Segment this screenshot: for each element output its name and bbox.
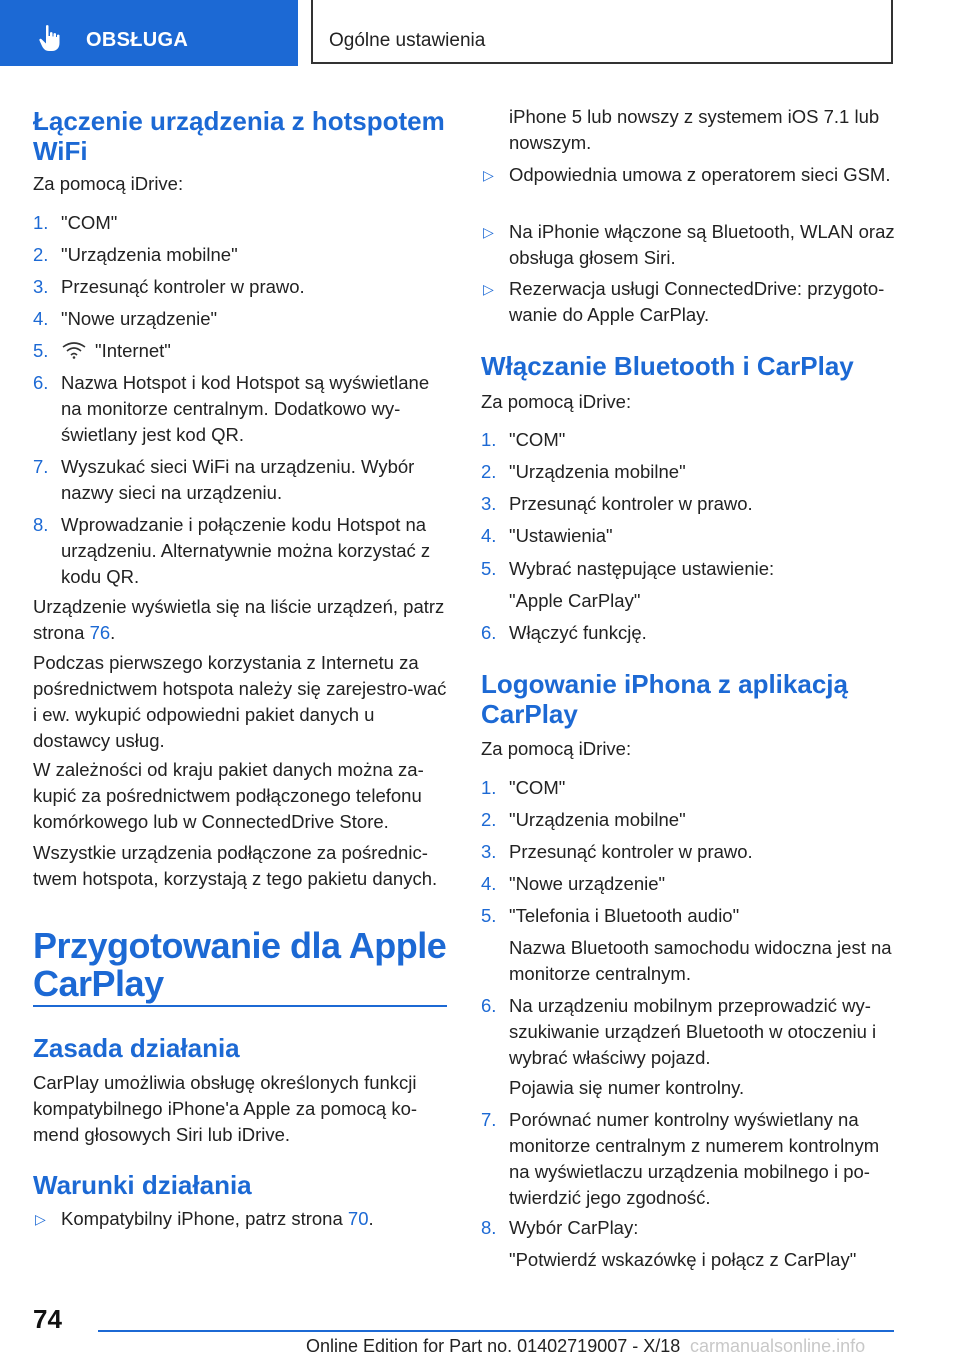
step-text: "Urządzenia mobilne" (509, 461, 686, 482)
step-text: Wybrać następujące ustawienie: (509, 558, 775, 579)
bullet-text: Odpowiednia umowa z operatorem sieci GSM. (509, 164, 891, 185)
list-item (481, 993, 901, 1071)
list-item (33, 370, 449, 448)
step-text-with-icon (61, 338, 171, 364)
list-item (481, 871, 901, 897)
step-text: "Ustawienia" (509, 525, 613, 546)
bullet-text: Na iPhonie włączone są Bluetooth, WLAN oraz obsługa głosem Siri. (509, 221, 895, 268)
step-number: 3. (33, 276, 49, 297)
step-text: Wybór CarPlay: (509, 1217, 639, 1238)
step-number: 5. (481, 905, 497, 926)
chapter-heading: Przygotowanie dla Apple CarPlay (33, 925, 447, 1004)
watermark: carmanualsonline.info (690, 1336, 866, 1356)
step-number: 2. (481, 461, 497, 482)
step-number: 7. (481, 1109, 497, 1130)
list-item (33, 512, 449, 590)
step-number: 1. (481, 429, 497, 450)
page-number: 74 (33, 1304, 62, 1334)
list-item (481, 620, 901, 646)
edition-text: Online Edition for Part no. 01402719007 - X/18 (306, 1336, 681, 1356)
step-text: "Urządzenia mobilne" (61, 244, 238, 265)
step-subtext: Nazwa Bluetooth samochodu widoczna jest na monitorze centralnym. (509, 937, 892, 984)
list-item (481, 839, 901, 865)
step-number: 7. (33, 456, 49, 477)
paragraph: Wszystkie urządzenia podłączone za pośrednic-twem hotspota, korzystają z tego pakietu danych. (33, 842, 438, 889)
footer-rule (98, 1330, 894, 1332)
list-item (33, 274, 449, 300)
step-text: Wprowadzanie i połączenie kodu Hotspot na urządzeniu. Alternatywnie można korzystać z kodu QR. (61, 514, 431, 587)
step-text: Wyszukać sieci WiFi na urządzeniu. Wybór nazwy sieci na urządzeniu. (61, 456, 415, 503)
step-number: 6. (481, 622, 497, 643)
step-text: Nazwa Hotspot i kod Hotspot są wyświetlane na monitorze centralnym. Dodatkowo wy-świetlany jest kod QR. (61, 372, 430, 445)
step-text: Włączyć funkcję. (509, 622, 647, 643)
list-item (481, 556, 901, 582)
bt-heading: Włączanie Bluetooth i CarPlay (481, 351, 854, 381)
list-item (481, 1215, 901, 1241)
page-link[interactable]: 70 (347, 1208, 369, 1229)
chapter-tab (311, 0, 893, 64)
list-item (33, 454, 449, 506)
step-text: "COM" (509, 429, 566, 450)
paragraph: Urządzenie wyświetla się na liście urządzeń, patrz strona 76. (33, 596, 445, 643)
step-number: 8. (33, 514, 49, 535)
list-item (481, 491, 901, 517)
step-subtext: "Apple CarPlay" (509, 590, 641, 611)
page-link[interactable]: 76 (89, 622, 111, 643)
bullet-continuation: iPhone 5 lub nowszy z systemem iOS 7.1 lub nowszym. (509, 106, 880, 153)
hotspot-heading: Łączenie urządzenia z hotspotem WiFi (33, 106, 445, 166)
step-number: 3. (481, 841, 497, 862)
step-text: "Urządzenia mobilne" (509, 809, 686, 830)
list-item (481, 903, 901, 929)
wifi-icon (61, 341, 87, 359)
step-text: "Internet" (95, 340, 171, 361)
paragraph: CarPlay umożliwia obsługę określonych funkcji kompatybilnego iPhone'a Apple za pomocą ko-mend głosowych Siri lub iDrive. (33, 1072, 418, 1145)
step-number: 1. (481, 777, 497, 798)
list-item (33, 306, 449, 332)
list-item (481, 276, 901, 328)
list-item (481, 459, 901, 485)
step-number: 4. (481, 525, 497, 546)
list-item (481, 219, 901, 271)
hotspot-intro: Za pomocą iDrive: (33, 173, 184, 194)
login-intro: Za pomocą iDrive: (481, 738, 632, 759)
bullet-text: Rezerwacja usługi ConnectedDrive: przygoto-wanie do Apple CarPlay. (509, 278, 885, 325)
paragraph-text: Urządzenie wyświetla się na liście urządzeń, patrz strona (33, 596, 445, 643)
step-subtext: "Potwierdź wskazówkę i połącz z CarPlay" (509, 1249, 857, 1270)
step-text: "Telefonia i Bluetooth audio" (509, 905, 740, 926)
step-number: 2. (481, 809, 497, 830)
list-item (481, 427, 901, 453)
triangle-bullet-icon: ▷ (35, 1211, 46, 1227)
step-text: Przesunąć kontroler w prawo. (509, 493, 753, 514)
page-header (0, 0, 960, 66)
step-number: 3. (481, 493, 497, 514)
step-text: "COM" (509, 777, 566, 798)
conditions-heading: Warunki działania (33, 1170, 252, 1200)
step-text: "Nowe urządzenie" (61, 308, 218, 329)
step-text: "Nowe urządzenie" (509, 873, 666, 894)
section-tab (0, 0, 298, 66)
list-item (33, 242, 449, 268)
bt-intro: Za pomocą iDrive: (481, 391, 632, 412)
list-item (481, 162, 901, 214)
chapter-title: Ogólne ustawienia (329, 30, 486, 51)
step-number: 6. (33, 372, 49, 393)
step-text: Porównać numer kontrolny wyświetlany na monitorze centralnym z numerem kontrolnym na wyświetlaczu urządzenia mobilnego i po-twierdzić jego zgodność. (509, 1109, 880, 1208)
step-subtext: Pojawia się numer kontrolny. (509, 1077, 745, 1098)
step-number: 4. (33, 308, 49, 329)
step-number: 4. (481, 873, 497, 894)
triangle-bullet-icon: ▷ (483, 167, 494, 183)
step-number: 1. (33, 212, 49, 233)
step-number: 6. (481, 995, 497, 1016)
bullet-text-part: Kompatybilny iPhone, patrz strona (61, 1208, 343, 1229)
list-item (33, 210, 449, 236)
step-number: 5. (481, 558, 497, 579)
paragraph: W zależności od kraju pakiet danych można za-kupić za pośrednictwem podłączonego telefonu komórkowego lub w ConnectedDrive Store. (33, 759, 424, 832)
bullet-text: Kompatybilny iPhone, patrz strona 70. (61, 1208, 374, 1229)
hand-pointer-icon (38, 24, 64, 52)
step-number: 2. (33, 244, 49, 265)
list-item (481, 523, 901, 549)
list-item (33, 1206, 449, 1232)
list-item (481, 1107, 901, 1211)
step-text: Przesunąć kontroler w prawo. (509, 841, 753, 862)
step-text: "COM" (61, 212, 118, 233)
login-heading: Logowanie iPhona z aplikacją CarPlay (481, 669, 848, 729)
section-label: OBSŁUGA (86, 29, 189, 51)
step-number: 5. (33, 340, 49, 361)
step-number: 8. (481, 1217, 497, 1238)
triangle-bullet-icon: ▷ (483, 281, 494, 297)
paragraph: Podczas pierwszego korzystania z Internetu za pośrednictwem hotspota należy się zarejestro-wać i ew. wykupić odpowiedni pakiet danych u dostawcy usług. (33, 652, 447, 751)
heading-rule (33, 1005, 447, 1007)
list-item (481, 775, 901, 801)
principle-heading: Zasada działania (33, 1033, 240, 1063)
list-item (33, 338, 449, 364)
list-item (481, 807, 901, 833)
step-text: Przesunąć kontroler w prawo. (61, 276, 305, 297)
triangle-bullet-icon: ▷ (483, 224, 494, 240)
step-text: Na urządzeniu mobilnym przeprowadzić wy-szukiwanie urządzeń Bluetooth w otoczeniu i wybrać właściwy pojazd. (509, 995, 877, 1068)
